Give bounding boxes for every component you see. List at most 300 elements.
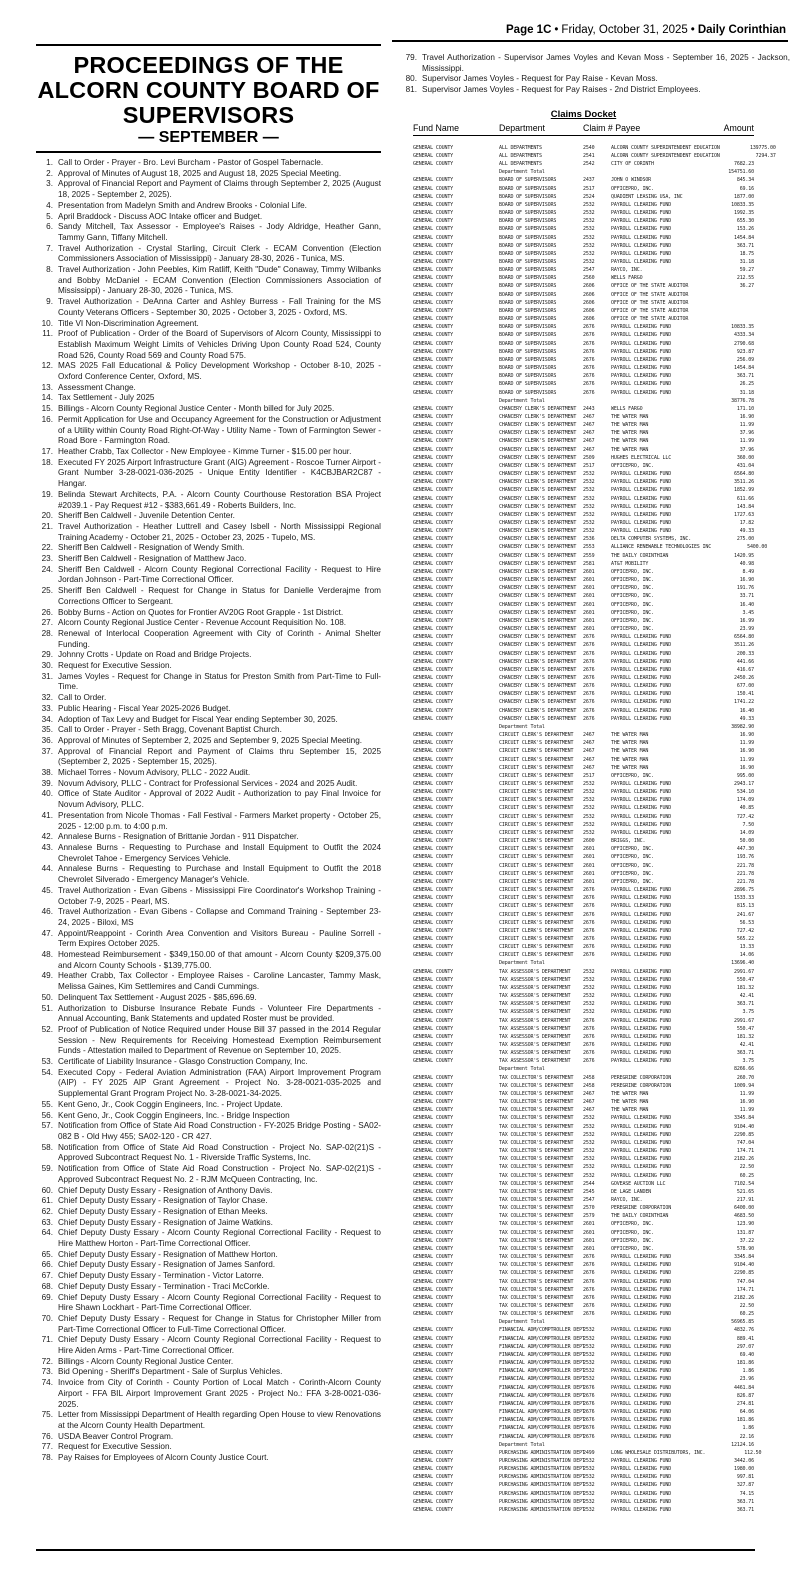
agenda-item	[36, 1228, 381, 1249]
agenda-item	[36, 1057, 381, 1068]
agenda-item-number: 79.	[405, 53, 417, 62]
agenda-item-text: Title VI Non-Discrimination Agreement.	[58, 318, 199, 328]
agenda-item	[36, 832, 381, 843]
agenda-item	[36, 458, 381, 490]
agenda-item	[36, 404, 381, 415]
agenda-item-text: Travel Authorization - DeAnna Carter and Ashley Burress - Fall Training for the MS County Veterans Officers - September 30, 2025 - October 3, 2025 - Oxford, MS.	[58, 297, 381, 317]
claims-row: GENERAL COUNTY CHANCERY CLERK'S DEPARTMENT 2532 PAYROLL CLEARING FUND 49.33	[413, 528, 754, 535]
agenda-item-text: Chief Deputy Dusty Essary - Resignation of Taylor Chase.	[58, 1196, 268, 1206]
claims-row: GENERAL COUNTY CHANCERY CLERK'S DEPARTMENT 2676 PAYROLL CLEARING FUND 2450.26	[413, 674, 754, 681]
agenda-item-text: Renewal of Interlocal Cooperation Agreement with City of Corinth - Animal Shelter Funding.	[58, 628, 381, 649]
agenda-item-number: 34.	[41, 714, 53, 724]
claims-row: GENERAL COUNTY TAX COLLECTOR'S DEPARTMENT 2676 PAYROLL CLEARING FUND 60.25	[413, 1311, 754, 1318]
agenda-item	[36, 222, 381, 243]
claims-row: GENERAL COUNTY ALL DEPARTMENTS 2540 ALCORN COUNTY SUPERINTENDENT EDUCATION 139775.00	[413, 144, 776, 151]
agenda-item-text: Proof of Publication of Notice Required under House Bill 37 passed in the 2014 Regular Session - New Requirements for Receiving Homestead Exemption Reimbursement Funds - Attestation mailed to Department of Revenue on September 10, 2025.	[58, 1024, 381, 1056]
agenda-item-text: Approval of Minutes of September 2, 2025 and September 9, 2025 Special Meeting.	[58, 735, 363, 745]
agenda-item-number: 44.	[41, 864, 53, 874]
claims-row: GENERAL COUNTY CHANCERY CLERK'S DEPARTMENT 2532 PAYROLL CLEARING FUND 6564.80	[413, 471, 754, 478]
claims-row: GENERAL COUNTY FINANCIAL ADM/COMPTROLLER DEPT 2532 PAYROLL CLEARING FUND 181.86	[413, 1360, 754, 1367]
agenda-item	[36, 693, 381, 704]
agenda-item	[36, 950, 381, 971]
claims-row: GENERAL COUNTY TAX COLLECTOR'S DEPARTMENT 2676 PAYROLL CLEARING FUND 2290.85	[413, 1270, 754, 1277]
claims-row: GENERAL COUNTY CHANCERY CLERK'S DEPARTMENT 2467 THE WATER MAN 37.96	[413, 430, 754, 437]
claims-row: GENERAL COUNTY TAX COLLECTOR'S DEPARTMENT 2467 THE WATER MAN 11.99	[413, 1107, 754, 1114]
claims-row: GENERAL COUNTY BOARD OF SUPERVISORS 2532 PAYROLL CLEARING FUND 153.26	[413, 226, 754, 233]
claims-row: GENERAL COUNTY CHANCERY CLERK'S DEPARTMENT 2601 OFFICEPRO, INC. 8.49	[413, 568, 754, 575]
claims-row: GENERAL COUNTY CIRCUIT CLERK'S DEPARTMENT 2467 THE WATER MAN 11.99	[413, 740, 754, 747]
agenda-item	[36, 1367, 381, 1378]
agenda-item-number: 38.	[41, 768, 53, 778]
agenda-item-text: Request for Executive Session.	[58, 1442, 172, 1452]
agenda-item	[36, 789, 381, 810]
agenda-item-text: Proof of Publication - Order of the Board of Supervisors of Alcorn County, Mississippi to Establish Maximum Weight Limits of Vehicles Driving Upon County Road 524, County Road 526, County Road 569 and County Road 575.	[58, 329, 381, 360]
agenda-item	[36, 586, 381, 607]
agenda-item-number: 33.	[41, 703, 53, 713]
claims-row: GENERAL COUNTY PURCHASING ADMINISTRATION DEPT 2532 PAYROLL CLEARING FUND 1980.00	[413, 1466, 754, 1473]
claims-row: GENERAL COUNTY CHANCERY CLERK'S DEPARTMENT 2601 OFFICEPRO, INC. 3.45	[413, 609, 754, 616]
agenda-item	[36, 650, 381, 661]
claims-row: GENERAL COUNTY BOARD OF SUPERVISORS 2532 PAYROLL CLEARING FUND 655.30	[413, 218, 754, 225]
claims-row: GENERAL COUNTY CHANCERY CLERK'S DEPARTMENT 2676 PAYROLL CLEARING FUND 6564.80	[413, 634, 754, 641]
agenda-item	[36, 864, 381, 885]
claims-row: GENERAL COUNTY TAX ASSESSOR'S DEPARTMENT 2676 PAYROLL CLEARING FUND 3.75	[413, 1058, 754, 1065]
claims-row: GENERAL COUNTY BOARD OF SUPERVISORS 2532 PAYROLL CLEARING FUND 31.18	[413, 259, 754, 265]
agenda-item-number: 46.	[41, 907, 53, 917]
agenda-item-text: Travel Authorization - Evan Gibens - Collapse and Command Training - September 23-24, 2025 - Biloxi, MS	[58, 907, 381, 927]
agenda-item-text: Presentation from Madelyn Smith and Andrew Brooks - Colonial Life.	[58, 200, 307, 210]
claims-row: GENERAL COUNTY TAX COLLECTOR'S DEPARTMENT 2601 OFFICEPRO, INC. 123.90	[413, 1221, 754, 1228]
right-column	[400, 48, 790, 1514]
agenda-item-number: 30.	[41, 661, 53, 671]
agenda-item-number: 53.	[41, 1057, 53, 1067]
agenda-item	[36, 672, 381, 693]
agenda-item-text: Sheriff Ben Caldwell - Request for Change in Status for Danielle Verderajme from Corrections Officer to Sergeant.	[58, 586, 381, 606]
agenda-item-text: Michael Torres - Novum Advisory, PLLC - 2022 Audit.	[58, 768, 251, 778]
agenda-item	[36, 244, 381, 265]
claims-row: GENERAL COUNTY BOARD OF SUPERVISORS 2532 PAYROLL CLEARING FUND 363.71	[413, 242, 754, 249]
claims-row: GENERAL COUNTY TAX COLLECTOR'S DEPARTMENT 2532 PAYROLL CLEARING FUND 2182.26	[413, 1156, 754, 1163]
claims-row: GENERAL COUNTY BOARD OF SUPERVISORS 2676 PAYROLL CLEARING FUND 2790.68	[413, 340, 754, 347]
claims-row: GENERAL COUNTY FINANCIAL ADM/COMPTROLLER DEPT 2532 PAYROLL CLEARING FUND 69.40	[413, 1351, 754, 1358]
agenda-item	[36, 329, 381, 361]
agenda-item-number: 1.	[46, 158, 53, 167]
claims-row: GENERAL COUNTY CIRCUIT CLERK'S DEPARTMENT 2676 PAYROLL CLEARING FUND 727.42	[413, 927, 754, 934]
agenda-item	[36, 661, 381, 672]
claims-row: GENERAL COUNTY BOARD OF SUPERVISORS 2676 PAYROLL CLEARING FUND 10833.35	[413, 324, 754, 331]
agenda-item-number: 80.	[405, 74, 417, 84]
agenda-item	[36, 1218, 381, 1229]
claims-row: GENERAL COUNTY CIRCUIT CLERK'S DEPARTMENT 2532 PAYROLL CLEARING FUND 534.10	[413, 789, 754, 796]
claims-row: GENERAL COUNTY TAX ASSESSOR'S DEPARTMENT 2532 PAYROLL CLEARING FUND 3.75	[413, 1009, 754, 1016]
claims-row: GENERAL COUNTY CIRCUIT CLERK'S DEPARTMENT 2600 BRIGGS, INC. 50.00	[413, 838, 754, 845]
agenda-item-text: Certificate of Liability Insurance - Glasgo Construction Company, Inc.	[58, 1057, 308, 1067]
agenda-item-text: Adoption of Tax Levy and Budget for Fiscal Year ending September 30, 2025.	[58, 714, 338, 724]
agenda-item-number: 26.	[41, 607, 53, 617]
agenda-item-text: Bobby Burns - Action on Quotes for Frontier AV20G Root Grapple - 1st District.	[58, 607, 344, 617]
agenda-item-text: Call to Order - Prayer - Seth Bragg, Covenant Baptist Church.	[58, 725, 282, 735]
agenda-item-text: Tax Settlement - July 2025	[58, 393, 155, 403]
claims-row: GENERAL COUNTY TAX COLLECTOR'S DEPARTMENT 2532 PAYROLL CLEARING FUND 2290.85	[413, 1131, 754, 1138]
claims-row: GENERAL COUNTY CHANCERY CLERK'S DEPARTMENT 2532 PAYROLL CLEARING FUND 3511.26	[413, 479, 754, 486]
claims-row: GENERAL COUNTY CIRCUIT CLERK'S DEPARTMENT 2601 OFFICEPRO, INC. 193.76	[413, 854, 754, 861]
agenda-item-number: 18.	[41, 457, 53, 467]
agenda-item-text: Travel Authorization - John Peebles, Kim Ratliff, Keith "Dude" Conaway, Timmy Wilbanks and Bobby McDaniel - ECAM Convention (Election Commissioners Association of Mississippi) - January 28-30, 2026 - Tunica, MS.	[58, 265, 381, 296]
claims-row: GENERAL COUNTY CHANCERY CLERK'S DEPARTMENT 2676 PAYROLL CLEARING FUND 1741.22	[413, 699, 754, 706]
claims-row: GENERAL COUNTY CHANCERY CLERK'S DEPARTMENT 2676 PAYROLL CLEARING FUND 441.66	[413, 658, 754, 665]
agenda-item-number: 11.	[42, 329, 53, 339]
newspaper-name: Daily Corinthian	[697, 24, 786, 36]
agenda-item-text: Homestead Reimbursement - $349,150.00 of that amount - Alcorn County $209,375.00 and Alcorn County Schools - $139,775.00.	[58, 950, 381, 970]
agenda-item-text: Novum Advisory, PLLC - Contract for Professional Services - 2024 and 2025 Audit.	[58, 778, 358, 788]
agenda-item-number: 63.	[41, 1217, 53, 1227]
agenda-item-number: 4.	[46, 200, 53, 210]
claims-row: GENERAL COUNTY BOARD OF SUPERVISORS 2606 OFFICE OF THE STATE AUDITOR	[413, 291, 689, 298]
agenda-item	[36, 1314, 381, 1335]
agenda-item	[36, 415, 381, 447]
claims-row: GENERAL COUNTY TAX ASSESSOR'S DEPARTMENT 2532 PAYROLL CLEARING FUND 363.71	[413, 1001, 754, 1008]
claims-row: GENERAL COUNTY CHANCERY CLERK'S DEPARTMENT 2601 OFFICEPRO, INC. 23.99	[413, 626, 754, 633]
claims-row: GENERAL COUNTY PURCHASING ADMINISTRATION DEPT 2499 LONG WHOLESALE DISTRIBUTORS, INC. 112.50	[413, 1449, 762, 1456]
agenda-item-text: Sheriff Ben Caldwell - Resignation of Matthew Jaco.	[58, 554, 247, 564]
agenda-item	[36, 179, 381, 200]
agenda-item-text: Annalese Burns - Requesting to Purchase and Install Equipment to Outfit the 2018 Chevrolet Silverado - Emergency Manager's Vehicle.	[58, 864, 381, 885]
page-header	[392, 24, 788, 42]
agenda-item	[36, 1293, 381, 1314]
agenda-item-number: 17.	[41, 446, 53, 456]
left-column	[36, 44, 381, 1464]
agenda-item-text: April Braddock - Discuss AOC Intake officer and Budget.	[58, 211, 263, 221]
agenda-item-text: Appoint/Reappoint - Corinth Area Convention and Visitors Bureau - Pauline Sorrell - Term Expires October 2025.	[58, 928, 381, 949]
agenda-item-number: 41.	[41, 810, 53, 820]
header-separator-1: •	[554, 24, 559, 36]
claims-row: GENERAL COUNTY CIRCUIT CLERK'S DEPARTMENT 2532 PAYROLL CLEARING FUND 2943.17	[413, 781, 754, 787]
claims-row: GENERAL COUNTY CHANCERY CLERK'S DEPARTMENT 2532 PAYROLL CLEARING FUND 143.84	[413, 503, 754, 510]
claims-row: GENERAL COUNTY TAX COLLECTOR'S DEPARTMENT 2544 GOVEASE AUCTION LLC 7102.54	[413, 1180, 754, 1187]
claims-department-total-row: Department Total 56965.85	[499, 1319, 754, 1326]
claims-row: GENERAL COUNTY CHANCERY CLERK'S DEPARTMENT 2601 OFFICEPRO, INC. 33.71	[413, 593, 754, 600]
agenda-item	[36, 169, 381, 180]
agenda-item	[36, 1196, 381, 1207]
claims-row: GENERAL COUNTY CHANCERY CLERK'S DEPARTMENT 2676 PAYROLL CLEARING FUND 150.41	[413, 691, 754, 698]
claims-row: GENERAL COUNTY CHANCERY CLERK'S DEPARTMENT 2676 PAYROLL CLEARING FUND 200.33	[413, 650, 754, 657]
page-bottom-rule	[36, 1549, 755, 1551]
agenda-item-text: Authorization to Disburse Insurance Rebate Funds - Volunteer Fire Departments - Annual Accounting, Bank Statements and updated Roster must be provided.	[58, 1003, 381, 1024]
claims-row: GENERAL COUNTY FINANCIAL ADM/COMPTROLLER DEPT 2532 PAYROLL CLEARING FUND 889.41	[413, 1335, 754, 1342]
agenda-item-text: Johnny Crotts - Update on Road and Bridge Projects.	[58, 650, 252, 660]
agenda-item-number: 20.	[41, 511, 53, 521]
agenda-item	[36, 265, 381, 297]
agenda-item-text: James Voyles - Request for Change in Status for Preston Smith from Part-Time to Full-Time.	[58, 671, 381, 692]
agenda-item-text: Sheriff Ben Caldwell - Alcorn County Regional Correctional Facility - Request to Hire Jordan Johnson - Part-Time Correctional Officer.	[58, 564, 381, 585]
claims-row: GENERAL COUNTY CHANCERY CLERK'S DEPARTMENT 2601 OFFICEPRO, INC. 16.40	[413, 601, 754, 608]
claims-row: GENERAL COUNTY CIRCUIT CLERK'S DEPARTMENT 2532 PAYROLL CLEARING FUND 7.50	[413, 821, 754, 828]
agenda-item-text: Chief Deputy Dusty Essary - Termination - Victor Latorre.	[58, 1271, 264, 1281]
agenda-item	[36, 361, 381, 382]
agenda-item	[36, 618, 381, 629]
claims-row: GENERAL COUNTY CIRCUIT CLERK'S DEPARTMENT 2467 THE WATER MAN 16.90	[413, 748, 754, 755]
agenda-item-number: 15.	[41, 404, 53, 414]
agenda-item	[36, 704, 381, 715]
agenda-item-number: 14.	[41, 393, 53, 403]
agenda-item-text: Assessment Change.	[58, 382, 136, 392]
agenda-item-number: 39.	[41, 778, 53, 788]
claims-header-department: Department	[499, 122, 545, 133]
agenda-item-text: Sheriff Ben Caldwell - Resignation of Wendy Smith.	[58, 543, 245, 553]
agenda-item	[36, 1260, 381, 1271]
claims-row: GENERAL COUNTY CIRCUIT CLERK'S DEPARTMENT 2676 PAYROLL CLEARING FUND 13.33	[413, 944, 754, 951]
claims-row: GENERAL COUNTY CIRCUIT CLERK'S DEPARTMENT 2676 PAYROLL CLEARING FUND 56.53	[413, 919, 754, 926]
claims-row: GENERAL COUNTY TAX ASSESSOR'S DEPARTMENT 2676 PAYROLL CLEARING FUND 42.41	[413, 1042, 754, 1048]
agenda-item	[36, 212, 381, 223]
agenda-item	[36, 1282, 381, 1293]
agenda-item-text: Travel Authorization - Heather Luttrell and Casey Isbell - North Mississippi Regional Training Academy - October 21, 2025 - October 23, 2025 - Tupelo, MS.	[58, 521, 381, 542]
agenda-item-number: 73.	[41, 1367, 53, 1377]
claims-header-claim-payee: Claim # Payee	[583, 122, 641, 133]
masthead-title-line-3: SUPERVISORS	[122, 102, 295, 128]
agenda-item-number: 58.	[41, 1142, 53, 1152]
agenda-item	[36, 1410, 381, 1431]
agenda-item-text: Chief Deputy Dusty Essary - Resignation of Anthony Davis.	[58, 1185, 273, 1195]
claims-department-total-row: Department Total 38776.78	[499, 397, 754, 404]
agenda-item	[36, 297, 381, 318]
agenda-item-text: Executed Copy - Federal Aviation Administration (FAA) Airport Improvement Program (AIP) - FY 2025 AIP Grant Agreement - Project No. 3-28-0021-035-2025 and Supplemental Grant Program Project No. 3-28-0021-34-2025.	[58, 1067, 381, 1099]
agenda-item-number: 55.	[41, 1099, 53, 1109]
claims-docket	[400, 108, 776, 1514]
claims-row: GENERAL COUNTY BOARD OF SUPERVISORS 2517 OFFICEPRO, INC. 69.16	[413, 185, 754, 192]
claims-row: GENERAL COUNTY TAX COLLECTOR'S DEPARTMENT 2467 THE WATER MAN 11.99	[413, 1090, 754, 1097]
agenda-item-number: 2.	[46, 168, 53, 178]
agenda-item-number: 77.	[41, 1442, 53, 1452]
claims-row: GENERAL COUNTY PURCHASING ADMINISTRATION DEPT 2532 PAYROLL CLEARING FUND 997.81	[413, 1474, 754, 1481]
claims-row: GENERAL COUNTY CIRCUIT CLERK'S DEPARTMENT 2517 OFFICEPRO, INC. 995.00	[413, 772, 754, 779]
claims-row: GENERAL COUNTY TAX ASSESSOR'S DEPARTMENT 2676 PAYROLL CLEARING FUND 181.32	[413, 1033, 754, 1040]
agenda-item-number: 75.	[41, 1410, 53, 1420]
agenda-item	[400, 85, 790, 96]
agenda-item-number: 3.	[46, 179, 53, 189]
claims-row: GENERAL COUNTY TAX ASSESSOR'S DEPARTMENT 2532 PAYROLL CLEARING FUND 42.41	[413, 993, 754, 1000]
agenda-item-number: 32.	[41, 693, 53, 703]
agenda-item	[36, 1121, 381, 1142]
agenda-item-text: Supervisor James Voyles - Request for Pay Raise - Kevan Moss.	[422, 74, 658, 84]
agenda-list-right	[400, 53, 790, 96]
agenda-item	[36, 1357, 381, 1368]
claims-row: GENERAL COUNTY CHANCERY CLERK'S DEPARTMENT 2553 ALLIANCE RENEWABLE TECHNOLOGIES INC 5400.00	[413, 544, 768, 551]
claims-row: GENERAL COUNTY CHANCERY CLERK'S DEPARTMENT 2532 PAYROLL CLEARING FUND 17.82	[413, 520, 754, 526]
claims-row: GENERAL COUNTY BOARD OF SUPERVISORS 2560 WELLS FARGO 212.55	[413, 275, 754, 282]
agenda-item	[36, 522, 381, 543]
agenda-item-number: 29.	[41, 650, 53, 660]
agenda-item	[36, 393, 381, 404]
agenda-item-text: Invoice from City of Corinth - County Portion of Local Match - Corinth-Alcorn County Airport - FFA BIL Airport Improvement Grant 2025 - Project No.: FFA 3-28-0021-036-2025.	[58, 1378, 381, 1409]
agenda-item-number: 68.	[41, 1281, 53, 1291]
agenda-item-text: Chief Deputy Dusty Essary - Alcorn County Regional Correctional Facility - Request to Hire Matthew Horton - Part-Time Correctional Officer.	[58, 1228, 381, 1249]
claims-row: GENERAL COUNTY BOARD OF SUPERVISORS 2532 PAYROLL CLEARING FUND 1992.35	[413, 210, 754, 217]
agenda-item-number: 62.	[41, 1206, 53, 1216]
agenda-item-text: Notification from Office of State Aid Road Construction - Project No. SAP-02(21)S - Approved Subcontract Request No. 1 - Riverside Traffic Systems, Inc.	[58, 1142, 381, 1163]
agenda-item-text: Chief Deputy Dusty Essary - Alcorn County Regional Correctional Facility - Request to Hire Shawn Lockhart - Part-Time Correctional Officer.	[58, 1292, 381, 1313]
agenda-item-text: Chief Deputy Dusty Essary - Alcorn County Regional Correctional Facility - Request to Hire Aiden Arms - Part-Time Correctional Officer.	[58, 1335, 381, 1356]
agenda-item-number: 64.	[41, 1228, 53, 1238]
agenda-item	[36, 993, 381, 1004]
claims-header-fund-name: Fund Name	[413, 122, 459, 133]
agenda-item-text: Kent Geno, Jr., Cook Coggin Engineers, Inc. - Bridge Inspection	[58, 1110, 290, 1120]
agenda-item-text: Presentation from Nicole Thomas - Fall Festival - Farmers Market property - October 25, 2025 - 12:00 p.m. to 4:00 p.m.	[58, 810, 381, 831]
agenda-item	[36, 608, 381, 619]
agenda-item-text: Approval of Minutes of August 18, 2025 and August 18, 2025 Special Meeting.	[58, 168, 342, 178]
claims-row: GENERAL COUNTY PURCHASING ADMINISTRATION DEPT 2532 PAYROLL CLEARING FUND 3442.06	[413, 1457, 754, 1464]
agenda-item-text: USDA Beaver Control Program.	[58, 1431, 174, 1441]
claims-row: GENERAL COUNTY TAX COLLECTOR'S DEPARTMENT 2676 PAYROLL CLEARING FUND 2182.26	[413, 1294, 754, 1301]
agenda-item-text: Office of State Auditor - Approval of 2022 Audit - Authorization to pay Final Invoice for Novum Advisory, PLLC.	[58, 789, 381, 810]
agenda-item	[36, 490, 381, 511]
claims-row: GENERAL COUNTY TAX COLLECTOR'S DEPARTMENT 2458 PEREGRINE CORPORATION 260.70	[413, 1074, 754, 1081]
claims-row: GENERAL COUNTY CHANCERY CLERK'S DEPARTMENT 2532 PAYROLL CLEARING FUND 1727.63	[413, 511, 754, 518]
agenda-item-number: 6.	[46, 222, 53, 232]
claims-row: GENERAL COUNTY BOARD OF SUPERVISORS 2676 PAYROLL CLEARING FUND 923.87	[413, 348, 754, 355]
agenda-item-text: Letter from Mississippi Department of Health regarding Open House to view Renovations at the Alcorn County Health Department.	[58, 1410, 381, 1430]
agenda-item-number: 74.	[41, 1378, 53, 1388]
claims-row: GENERAL COUNTY CIRCUIT CLERK'S DEPARTMENT 2601 OFFICEPRO, INC. 221.78	[413, 870, 754, 877]
claims-row: GENERAL COUNTY CIRCUIT CLERK'S DEPARTMENT 2467 THE WATER MAN 11.99	[413, 756, 754, 763]
agenda-item-number: 76.	[41, 1431, 53, 1441]
agenda-item	[36, 1335, 381, 1356]
agenda-item-text: MAS 2025 Fall Educational & Policy Development Workshop - October 8-10, 2025 - Oxford Conference Center, Oxford, MS.	[58, 361, 381, 382]
agenda-item-number: 61.	[41, 1196, 53, 1206]
agenda-item-number: 12.	[41, 361, 53, 371]
claims-row: GENERAL COUNTY TAX ASSESSOR'S DEPARTMENT 2676 PAYROLL CLEARING FUND 363.71	[413, 1050, 754, 1057]
claims-row: GENERAL COUNTY BOARD OF SUPERVISORS 2532 PAYROLL CLEARING FUND 10833.35	[413, 201, 754, 208]
agenda-item	[36, 779, 381, 790]
masthead-title	[36, 53, 381, 128]
claims-row: GENERAL COUNTY BOARD OF SUPERVISORS 2676 PAYROLL CLEARING FUND 4333.34	[413, 332, 754, 339]
claims-header-amount: Amount	[723, 122, 754, 133]
agenda-item-number: 37.	[41, 746, 53, 756]
agenda-item	[36, 1378, 381, 1410]
agenda-item	[36, 1100, 381, 1111]
claims-column-headers	[413, 120, 754, 136]
agenda-item-number: 25.	[41, 586, 53, 596]
agenda-item-text: Chief Deputy Dusty Essary - Resignation of James Sanford.	[58, 1260, 276, 1270]
agenda-item-number: 42.	[41, 832, 53, 842]
agenda-item	[36, 1068, 381, 1100]
agenda-item-text: Public Hearing - Fiscal Year 2025-2026 Budget.	[58, 703, 231, 713]
claims-row: GENERAL COUNTY FINANCIAL ADM/COMPTROLLER DEPT 2676 PAYROLL CLEARING FUND 181.86	[413, 1417, 754, 1424]
claims-row: GENERAL COUNTY TAX COLLECTOR'S DEPARTMENT 2579 THE DAILY CORINTHIAN 4683.50	[413, 1213, 754, 1220]
agenda-item	[36, 736, 381, 747]
page-number-label: Page 1C	[506, 24, 552, 36]
claims-row: GENERAL COUNTY ALL DEPARTMENTS 2541 ALCORN COUNTY SUPERINTENDENT EDUCATION 7294.37	[413, 152, 776, 159]
claims-row: GENERAL COUNTY TAX COLLECTOR'S DEPARTMENT 2458 PEREGRINE CORPORATION 1009.94	[413, 1082, 754, 1089]
claims-row: GENERAL COUNTY CHANCERY CLERK'S DEPARTMENT 2581 AT&T MOBILITY 40.98	[413, 560, 754, 567]
agenda-item	[36, 1442, 381, 1453]
agenda-item	[36, 907, 381, 928]
agenda-item-number: 81.	[405, 85, 417, 95]
agenda-item-text: Heather Crabb, Tax Collector - New Employee - Kimme Turner - $15.00 per hour.	[58, 446, 352, 456]
agenda-item-text: Pay Raises for Employees of Alcorn County Justice Court.	[58, 1453, 269, 1463]
agenda-item	[36, 511, 381, 522]
claims-row: GENERAL COUNTY CHANCERY CLERK'S DEPARTMENT 2467 THE WATER MAN 16.90	[413, 413, 754, 420]
claims-row: GENERAL COUNTY CHANCERY CLERK'S DEPARTMENT 2467 THE WATER MAN 37.96	[413, 446, 754, 453]
claims-row: GENERAL COUNTY CIRCUIT CLERK'S DEPARTMENT 2676 PAYROLL CLEARING FUND 2896.75	[413, 887, 754, 894]
claims-row: GENERAL COUNTY BOARD OF SUPERVISORS 2606 OFFICE OF THE STATE AUDITOR 36.27	[413, 283, 754, 290]
agenda-item-number: 13.	[41, 382, 53, 392]
claims-row: GENERAL COUNTY TAX COLLECTOR'S DEPARTMENT 2676 PAYROLL CLEARING FUND 22.50	[413, 1303, 754, 1309]
claims-row: GENERAL COUNTY TAX COLLECTOR'S DEPARTMENT 2545 DE LAGE LANDEN 521.65	[413, 1188, 754, 1195]
agenda-item-text: Chief Deputy Dusty Essary - Resignation of Matthew Horton.	[58, 1249, 278, 1259]
claims-row: GENERAL COUNTY CHANCERY CLERK'S DEPARTMENT 2601 OFFICEPRO, INC. 191.76	[413, 585, 754, 592]
claims-row: GENERAL COUNTY TAX COLLECTOR'S DEPARTMENT 2532 PAYROLL CLEARING FUND 747.04	[413, 1139, 754, 1146]
claims-row: GENERAL COUNTY CHANCERY CLERK'S DEPARTMENT 2517 OFFICEPRO, INC. 431.04	[413, 462, 754, 469]
claims-row: GENERAL COUNTY TAX COLLECTOR'S DEPARTMENT 2532 PAYROLL CLEARING FUND 60.25	[413, 1172, 754, 1179]
agenda-item-number: 70.	[41, 1313, 53, 1323]
claims-row: GENERAL COUNTY BOARD OF SUPERVISORS 2606 OFFICE OF THE STATE AUDITOR	[413, 299, 689, 306]
masthead-top-rule	[36, 44, 381, 46]
claims-row: GENERAL COUNTY TAX COLLECTOR'S DEPARTMENT 2676 PAYROLL CLEARING FUND 174.71	[413, 1286, 754, 1293]
agenda-item-number: 69.	[41, 1292, 53, 1302]
claims-row: GENERAL COUNTY BOARD OF SUPERVISORS 2606 OFFICE OF THE STATE AUDITOR	[413, 316, 689, 323]
claims-row: GENERAL COUNTY CHANCERY CLERK'S DEPARTMENT 2467 THE WATER MAN 11.99	[413, 438, 754, 445]
agenda-item	[36, 886, 381, 907]
claims-row: GENERAL COUNTY CIRCUIT CLERK'S DEPARTMENT 2467 THE WATER MAN 16.90	[413, 732, 754, 739]
claims-row: GENERAL COUNTY CIRCUIT CLERK'S DEPARTMENT 2676 PAYROLL CLEARING FUND 565.22	[413, 935, 754, 942]
agenda-item-number: 5.	[46, 211, 53, 221]
claims-row: GENERAL COUNTY BOARD OF SUPERVISORS 2676 PAYROLL CLEARING FUND 26.25	[413, 381, 754, 388]
masthead-title-line-2: ALCORN COUNTY BOARD OF	[37, 77, 380, 103]
agenda-item-text: Permit Application for Use and Occupancy Agreement for the Construction or Adjustment of a Utility within County Road Right-Of-Way - Utility Name - Town of Farmington Sewer - Road Bore - Farmington Road.	[58, 414, 381, 446]
agenda-item-text: Billings - Alcorn County Regional Justice Center.	[58, 1356, 234, 1366]
claims-row: GENERAL COUNTY TAX COLLECTOR'S DEPARTMENT 2676 PAYROLL CLEARING FUND 747.04	[413, 1278, 754, 1285]
claims-row: GENERAL COUNTY CHANCERY CLERK'S DEPARTMENT 2443 WELLS FARGO 171.10	[413, 405, 754, 412]
claims-row: GENERAL COUNTY CIRCUIT CLERK'S DEPARTMENT 2601 OFFICEPRO, INC. 221.78	[413, 862, 754, 869]
agenda-item	[36, 447, 381, 458]
claims-row: GENERAL COUNTY BOARD OF SUPERVISORS 2437 JOHN O WINDSOR 845.34	[413, 177, 754, 184]
claims-row: GENERAL COUNTY FINANCIAL ADM/COMPTROLLER DEPT 2676 PAYROLL CLEARING FUND 1.86	[413, 1425, 754, 1432]
agenda-item-number: 31.	[41, 671, 53, 681]
agenda-item	[36, 971, 381, 992]
claims-row: GENERAL COUNTY TAX COLLECTOR'S DEPARTMENT 2601 OFFICEPRO, INC. 131.87	[413, 1229, 754, 1236]
agenda-item-number: 67.	[41, 1271, 53, 1281]
agenda-item-number: 35.	[41, 725, 53, 735]
claims-row: GENERAL COUNTY TAX COLLECTOR'S DEPARTMENT 2532 PAYROLL CLEARING FUND 22.50	[413, 1164, 754, 1171]
agenda-item	[36, 1004, 381, 1025]
agenda-item-number: 28.	[41, 628, 53, 638]
claims-department-total-row: Department Total 154751.60	[499, 169, 754, 176]
claims-department-total-row: Department Total 13696.40	[499, 960, 754, 967]
masthead-title-line-1: PROCEEDINGS OF THE	[73, 52, 344, 78]
agenda-item-text: Supervisor James Voyles - Request for Pay Raises - 2nd District Employees.	[422, 85, 701, 95]
claims-row: GENERAL COUNTY TAX COLLECTOR'S DEPARTMENT 2547 RAYCO, INC. 217.91	[413, 1196, 754, 1203]
agenda-item-number: 78.	[41, 1453, 53, 1463]
claims-row: GENERAL COUNTY TAX COLLECTOR'S DEPARTMENT 2532 PAYROLL CLEARING FUND 174.71	[413, 1148, 754, 1155]
agenda-item-number: 48.	[41, 950, 53, 960]
agenda-item-text: Billings - Alcorn County Regional Justice Center - Month billed for July 2025.	[58, 404, 335, 414]
agenda-item-text: Kent Geno, Jr., Cook Coggin Engineers, Inc. - Project Update.	[58, 1099, 283, 1109]
agenda-item-number: 9.	[46, 297, 53, 307]
claims-row: GENERAL COUNTY CIRCUIT CLERK'S DEPARTMENT 2676 PAYROLL CLEARING FUND 1533.33	[413, 895, 754, 902]
claims-row: GENERAL COUNTY BOARD OF SUPERVISORS 2676 PAYROLL CLEARING FUND 363.71	[413, 373, 754, 380]
claims-row: GENERAL COUNTY CHANCERY CLERK'S DEPARTMENT 2601 OFFICEPRO, INC. 16.90	[413, 577, 754, 584]
header-separator-2: •	[690, 24, 695, 36]
claims-row: GENERAL COUNTY PURCHASING ADMINISTRATION DEPT 2532 PAYROLL CLEARING FUND 363.71	[413, 1506, 754, 1513]
agenda-list-left	[36, 158, 381, 1464]
claims-row: GENERAL COUNTY CHANCERY CLERK'S DEPARTMENT 2676 PAYROLL CLEARING FUND 16.40	[413, 707, 754, 714]
claims-row: GENERAL COUNTY TAX COLLECTOR'S DEPARTMENT 2467 THE WATER MAN 16.90	[413, 1099, 754, 1106]
claims-row: GENERAL COUNTY PURCHASING ADMINISTRATION DEPT 2532 PAYROLL CLEARING FUND 74.15	[413, 1490, 754, 1497]
agenda-item-number: 52.	[41, 1024, 53, 1034]
claims-department-total-row: Department Total 12124.16	[499, 1441, 754, 1448]
claims-row: GENERAL COUNTY CHANCERY CLERK'S DEPARTMENT 2467 THE WATER MAN 11.99	[413, 422, 754, 429]
